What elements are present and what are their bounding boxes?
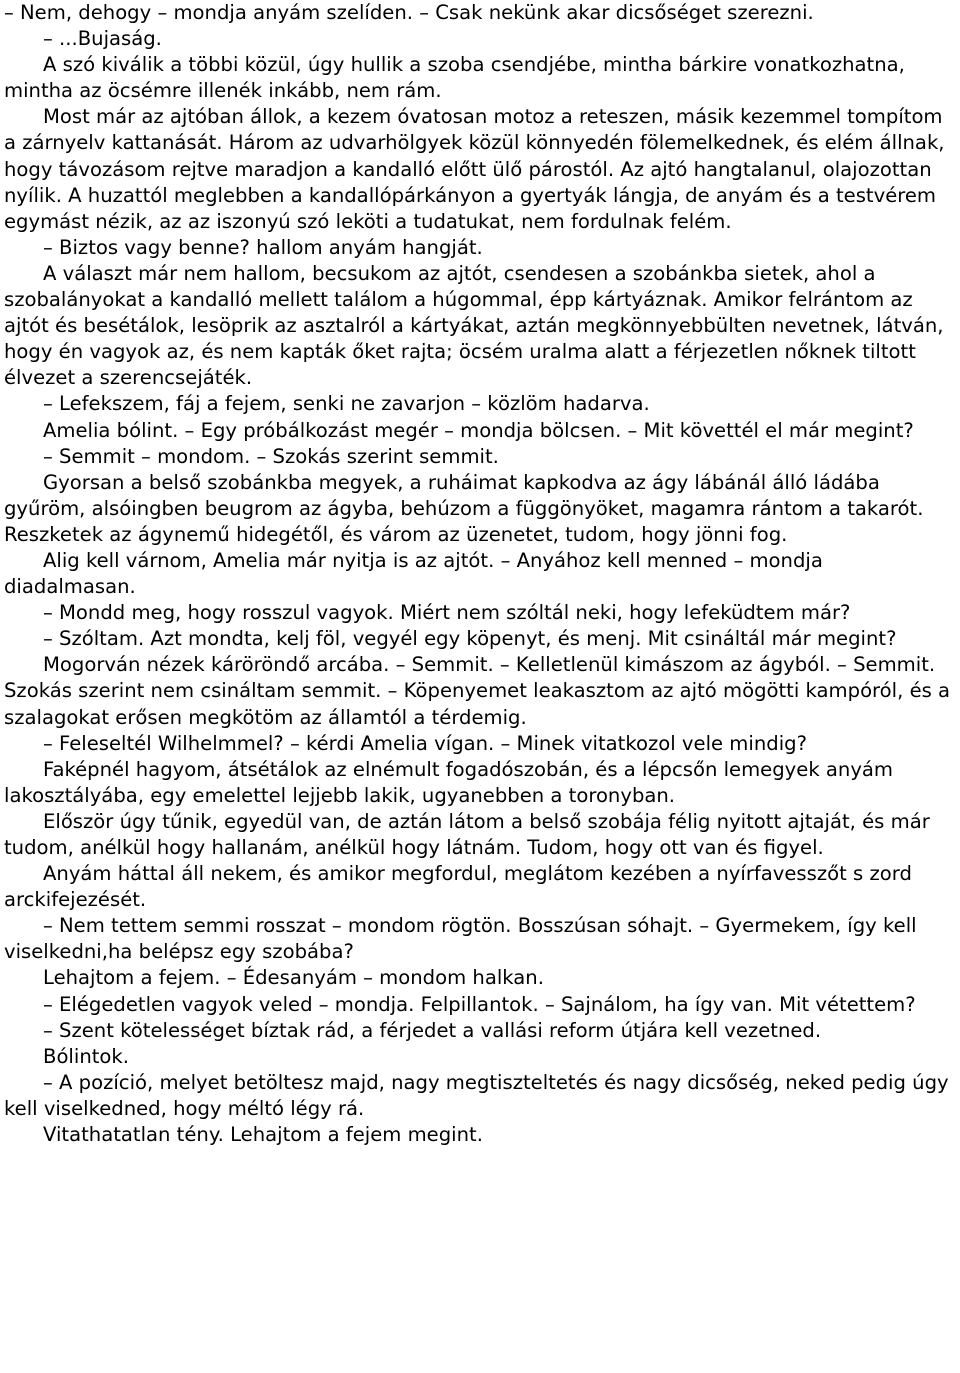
paragraph: A választ már nem hallom, becsukom az ajtót, csendesen a szobánkba sietek, ahol a szobalányokat a kandalló mellett találom a húgommal, épp kártyáznak. Amikor felrántom az ajtót és besétálok, lesöprik az asztalról a kártyákat, aztán megkönnyebbülten nevetnek, látván, hogy én vagyok az, és nem kapták őket rajta; öcsém uralma alatt a férjezetlen nőknek tiltott élvezet a szerencsejáték.: [4, 261, 944, 390]
paragraph: Anyám háttal áll nekem, és amikor megfordul, meglátom kezében a nyírfavesszőt s zord arckifejezését.: [4, 862, 912, 912]
document-page: [4, 0, 960, 1148]
paragraph: Lehajtom a fejem. – Édesanyám – mondom halkan.: [43, 966, 544, 990]
paragraph: Most már az ajtóban állok, a kezem óvatosan motoz a reteszen, másik kezemmel tompítom a zárnyelv kattanását. Három az udvarhölgyek közül könnyedén fölemelkednek, és elém állnak, hogy távozásom rejtve maradjon a kandalló előtt ülő párostól. Az ajtó hangtalanul, olajozottan nyílik. A huzattól meglebben a kandallópárkányon a gyertyák lángja, de anyám és a testvérem egymást nézik, az az iszonyú szó leköti a tudatukat, nem fordulnak felém.: [4, 105, 945, 233]
paragraph: Amelia bólint. – Egy próbálkozást megér – mondja bölcsen. – Mit követtél el már megint?: [43, 418, 914, 442]
paragraph: Alig kell várnom, Amelia már nyitja is az ajtót. – Anyához kell menned – mondja diadalmasan.: [4, 548, 823, 599]
paragraph: Mogorván nézek káröröndő arcába. – Semmit. – Kelletlenül kimászom az ágyból. – Semmit. Szokás szerint nem csináltam semmit. – Köpenyemet leakasztom az ajtó mögötti kampóról, és a szalagokat erősen megkötöm az államtól a térdemig.: [4, 653, 951, 729]
paragraph: – Szent kötelességet bíztak rád, a férjedet a vallási reform útjára kell vezetned.: [43, 1018, 822, 1042]
paragraph: Gyorsan a belső szobánkba megyek, a ruháimat kapkodva az ágy lábánál álló ládába gyűröm, alsóingben beugrom az ágyba, behúzom a függönyöket, magamra rántom a takarót. Reszketek az ágynemű hidegétől, és várom az üzenetet, tudom, hogy jönni fog.: [4, 470, 924, 546]
paragraph: Először úgy tűnik, egyedül van, de aztán látom a belső szobája félig nyitott ajtaját, és már tudom, anélkül hogy hallanám, anélkül hogy látnám. Tudom, hogy ott van és figyel.: [4, 809, 930, 859]
paragraph: – Nem tettem semmi rosszat – mondom rögtön. Bosszúsan sóhajt. – Gyermekem, így kell viselkedni,ha belépsz egy szobába?: [4, 914, 917, 964]
paragraph: Bólintok.: [43, 1044, 129, 1068]
paragraph: – Szóltam. Azt mondta, kelj föl, vegyél egy köpenyt, és menj. Mit csináltál már megint?: [43, 627, 897, 651]
paragraph: Vitathatatlan tény. Lehajtom a fejem megint.: [43, 1123, 483, 1147]
paragraph: – Biztos vagy benne? hallom anyám hangját.: [43, 235, 483, 259]
paragraph: – Semmit – mondom. – Szokás szerint semmit.: [43, 444, 499, 468]
paragraph: – Lefekszem, fáj a fejem, senki ne zavarjon – közlöm hadarva.: [43, 392, 650, 416]
paragraph: – Nem, dehogy – mondja anyám szelíden. – Csak nekünk akar dicsőséget szerezni.: [4, 1, 814, 24]
paragraph: – ...Bujaság.: [43, 27, 162, 51]
paragraph: – Feleseltél Wilhelmmel? – kérdi Amelia vígan. – Minek vitatkozol vele mindig?: [43, 731, 807, 755]
paragraph: Faképnél hagyom, átsétálok az elnémult fogadószobán, és a lépcsőn lemegyek anyám lakosztályába, egy emelettel lejjebb lakik, ugyanebben a toronyban.: [4, 757, 894, 807]
paragraph: – A pozíció, melyet betöltesz majd, nagy megtiszteltetés és nagy dicsőség, neked pedig úgy kell viselkedned, hogy méltó légy rá.: [4, 1070, 949, 1120]
paragraph: A szó kiválik a többi közül, úgy hullik a szoba csendjébe, mintha bárkire vonatkozhatna, mintha az öcsémre illenék inkább, nem rám.: [4, 53, 905, 103]
paragraph: – Elégedetlen vagyok veled – mondja. Felpillantok. – Sajnálom, ha így van. Mit vétettem?: [43, 992, 916, 1016]
paragraph: – Mondd meg, hogy rosszul vagyok. Miért nem szóltál neki, hogy lefeküdtem már?: [43, 601, 851, 625]
